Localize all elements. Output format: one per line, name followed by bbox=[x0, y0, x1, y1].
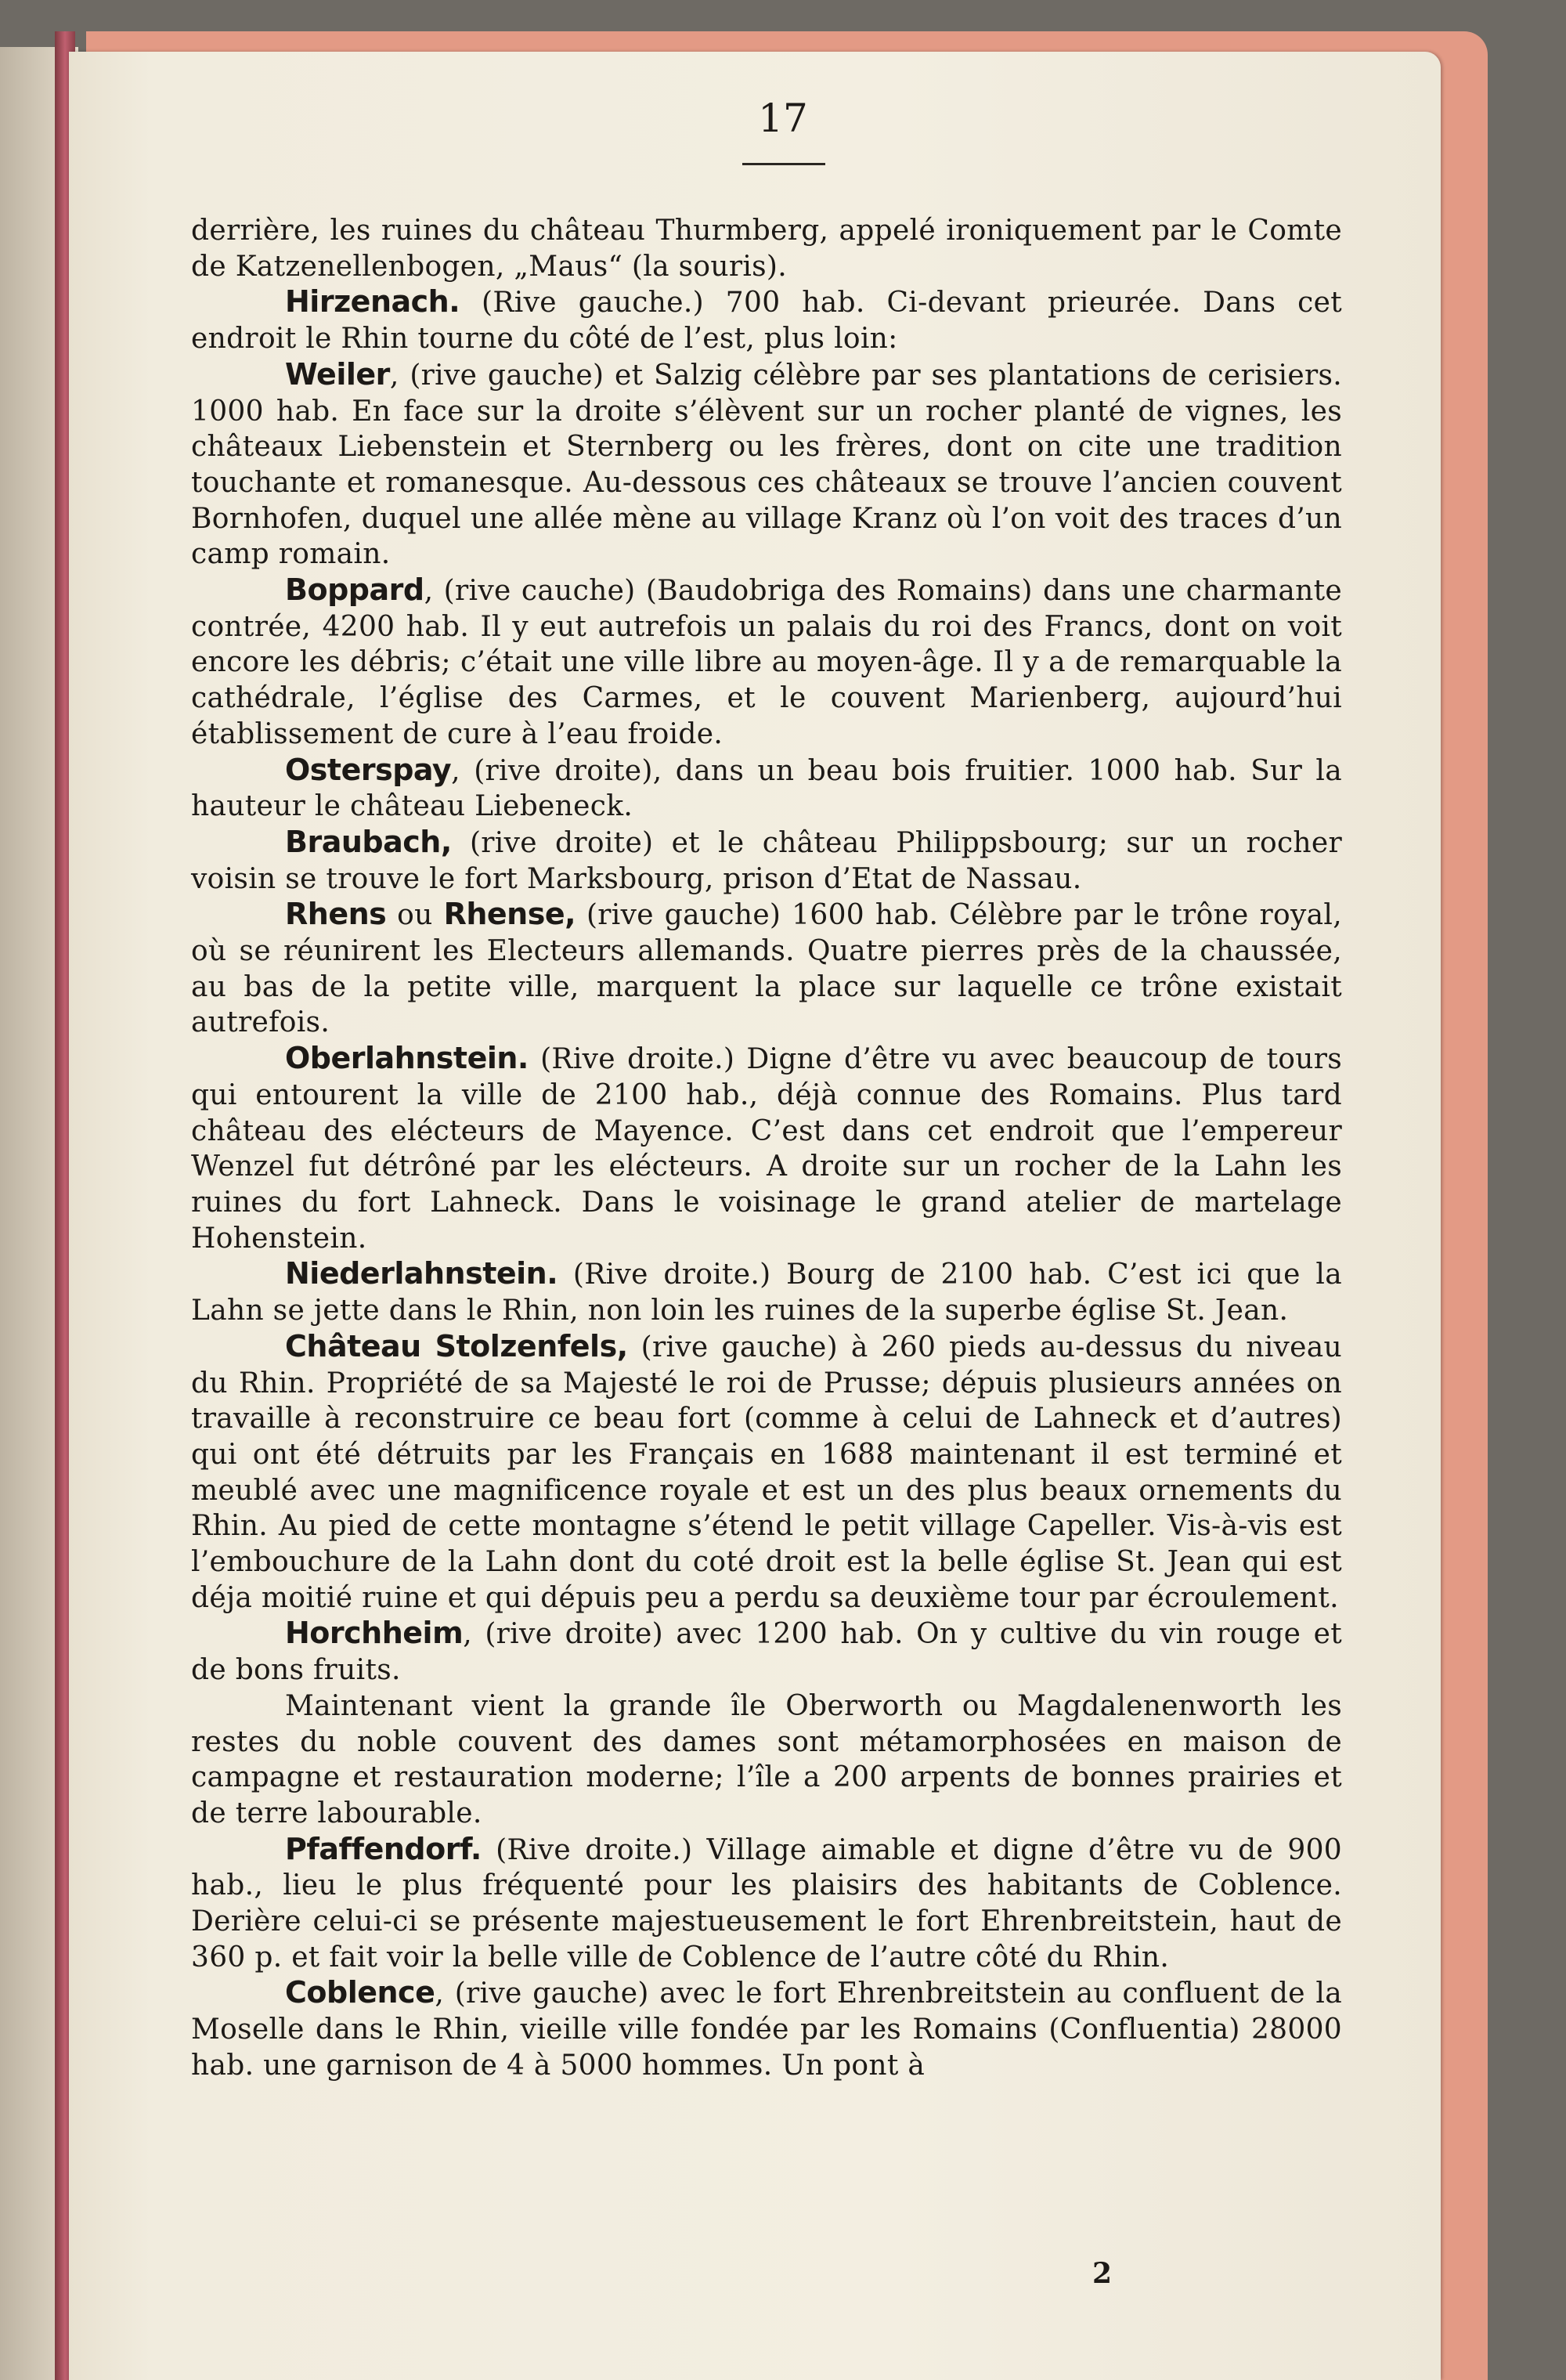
headword: Osterspay bbox=[285, 752, 452, 787]
entry-weiler: Weiler, (rive gauche) et Salzig célèbre par ses plantations de cerisiers. 1000 hab. En face sur la droite s’élèvent sur un rocher planté de vignes, les châteaux Liebenstein et Sternberg ou les frères, dont on cite une tradition touchante et romanesque. Au-dessous ces châteaux se trouve l’ancien couvent Bornhofen, duquel une allée mène au village Kranz où l’on voit des traces d’un camp romain. bbox=[191, 356, 1342, 571]
headword: Oberlahnstein. bbox=[285, 1041, 529, 1076]
headword: Rhens bbox=[285, 897, 387, 932]
headword: Pfaffendorf. bbox=[285, 1831, 482, 1866]
entry-boppard: Boppard, (rive cauche) (Baudobriga des Romains) dans une charmante contrée, 4200 hab. Il y eut autrefois un palais du roi des Francs, dont on voit encore les débris; c’était une ville libre au moyen-âge. Il y a de remarquable la cathédrale, l’église des Carmes, et le couvent Marienberg, aujourd’hui établissement de cure à l’eau froide. bbox=[191, 572, 1342, 750]
page-number: 17 bbox=[758, 96, 808, 141]
entry-stolzenfels: Château Stolzenfels, (rive gauche) à 260 pieds au-dessus du niveau du Rhin. Propriété de sa Majesté le roi de Prusse; dépuis plusieurs années on travaille à reconstruire ce beau fort (comme à celui de Lahneck et d’autres) qui ont été détruits par les Français en 1688 maintenant il est terminé et meublé avec une magnificence royale et est un des plus beaux ornements du Rhin. Au pied de cette montagne s’étend le petit village Capeller. Vis-à-vis est l’embouchure de la Lahn dont du coté droit est la belle église St. Jean qui est déja moitié ruine et qui dépuis peu a perdu sa deuxième tour par écroulement. bbox=[191, 1328, 1342, 1614]
paragraph-continued: derrière, les ruines du château Thurmberg, appelé ironiquement par le Comte de Katzenellenbogen, „Maus“ (la souris). bbox=[191, 215, 1342, 283]
entry-pfaffendorf: Pfaffendorf. (Rive droite.) Village aimable et digne d’être vu de 900 hab., lieu le plus fréquenté pour les plaisirs des habitants de Coblence. Derière celui-ci se présente majestueusement le fort Ehrenbreitstein, haut de 360 p. et fait voir la belle ville de Coblence de l’autre côté du Rhin. bbox=[191, 1831, 1342, 1974]
headword: Château Stolzenfels, bbox=[285, 1328, 628, 1363]
headword: Boppard bbox=[285, 572, 424, 608]
entry-braubach: Braubach, (rive droite) et le château Philippsbourg; sur un rocher voisin se trouve le fort Marksbourg, prison d’Etat de Nassau. bbox=[191, 824, 1343, 895]
headword: Hirzenach. bbox=[285, 284, 460, 320]
entry-osterspay: Osterspay, (rive droite), dans un beau bois fruitier. 1000 hab. Sur la hauteur le château Liebeneck. bbox=[191, 752, 1342, 823]
headword: Horchheim bbox=[285, 1616, 464, 1651]
headword: Weiler bbox=[285, 356, 390, 392]
signature-mark: 2 bbox=[1092, 2257, 1113, 2290]
headword: Niederlahnstein. bbox=[285, 1256, 558, 1291]
entry-hirzenach: Hirzenach. (Rive gauche.) 700 hab. Ci-devant prieurée. Dans cet endroit le Rhin tourne du côté de l’est, plus loin: bbox=[191, 284, 1342, 356]
entry-horchheim: Horchheim, (rive droite) avec 1200 hab. On y cultive du vin rouge et de bons fruits. bbox=[191, 1616, 1342, 1687]
headword: Braubach, bbox=[285, 824, 452, 859]
page-number-rule bbox=[742, 163, 825, 165]
entry-coblence: Coblence, (rive gauche) avec le fort Ehrenbreitstein au confluent de la Moselle dans le Rhin, vieille ville fondée par les Romains (Confluentia) 28000 hab. une garnison de 4 à 5000 hommes. Un pont à bbox=[191, 1975, 1342, 2082]
entry-rhens: Rhens ou Rhense, (rive gauche) 1600 hab. Célèbre par le trône royal, où se réunirent les Electeurs allemands. Quatre pierres près de la chaussée, au bas de la petite ville, marquent la place sur laquelle ce trône existait autrefois. bbox=[191, 897, 1342, 1039]
page-body bbox=[191, 213, 1342, 2084]
headword: Coblence bbox=[285, 1975, 435, 2010]
entry-oberworth: Maintenant vient la grande île Oberworth ou Magdalenenworth les restes du noble couvent des dames sont métamorphosées en maison de campagne et restauration moderne; l’île a 200 arpents de bonnes prairies et de terre labourable. bbox=[191, 1689, 1342, 1829]
entry-oberlahnstein: Oberlahnstein. (Rive droite.) Digne d’être vu avec beaucoup de tours qui entourent la ville de 2100 hab., déjà connue des Romains. Plus tard château des elécteurs de Mayence. C’est dans cet endroit que l’empereur Wenzel fut détrôné par les elécteurs. A droite sur un rocher de la Lahn les ruines du fort Lahneck. Dans le voisinage le grand atelier de martelage Hohenstein. bbox=[191, 1041, 1343, 1255]
headword-alt: Rhense, bbox=[443, 897, 576, 932]
entry-niederlahnstein: Niederlahnstein. (Rive droite.) Bourg de 2100 hab. C’est ici que la Lahn se jette dans le Rhin, non loin les ruines de la superbe église St. Jean. bbox=[191, 1256, 1343, 1327]
